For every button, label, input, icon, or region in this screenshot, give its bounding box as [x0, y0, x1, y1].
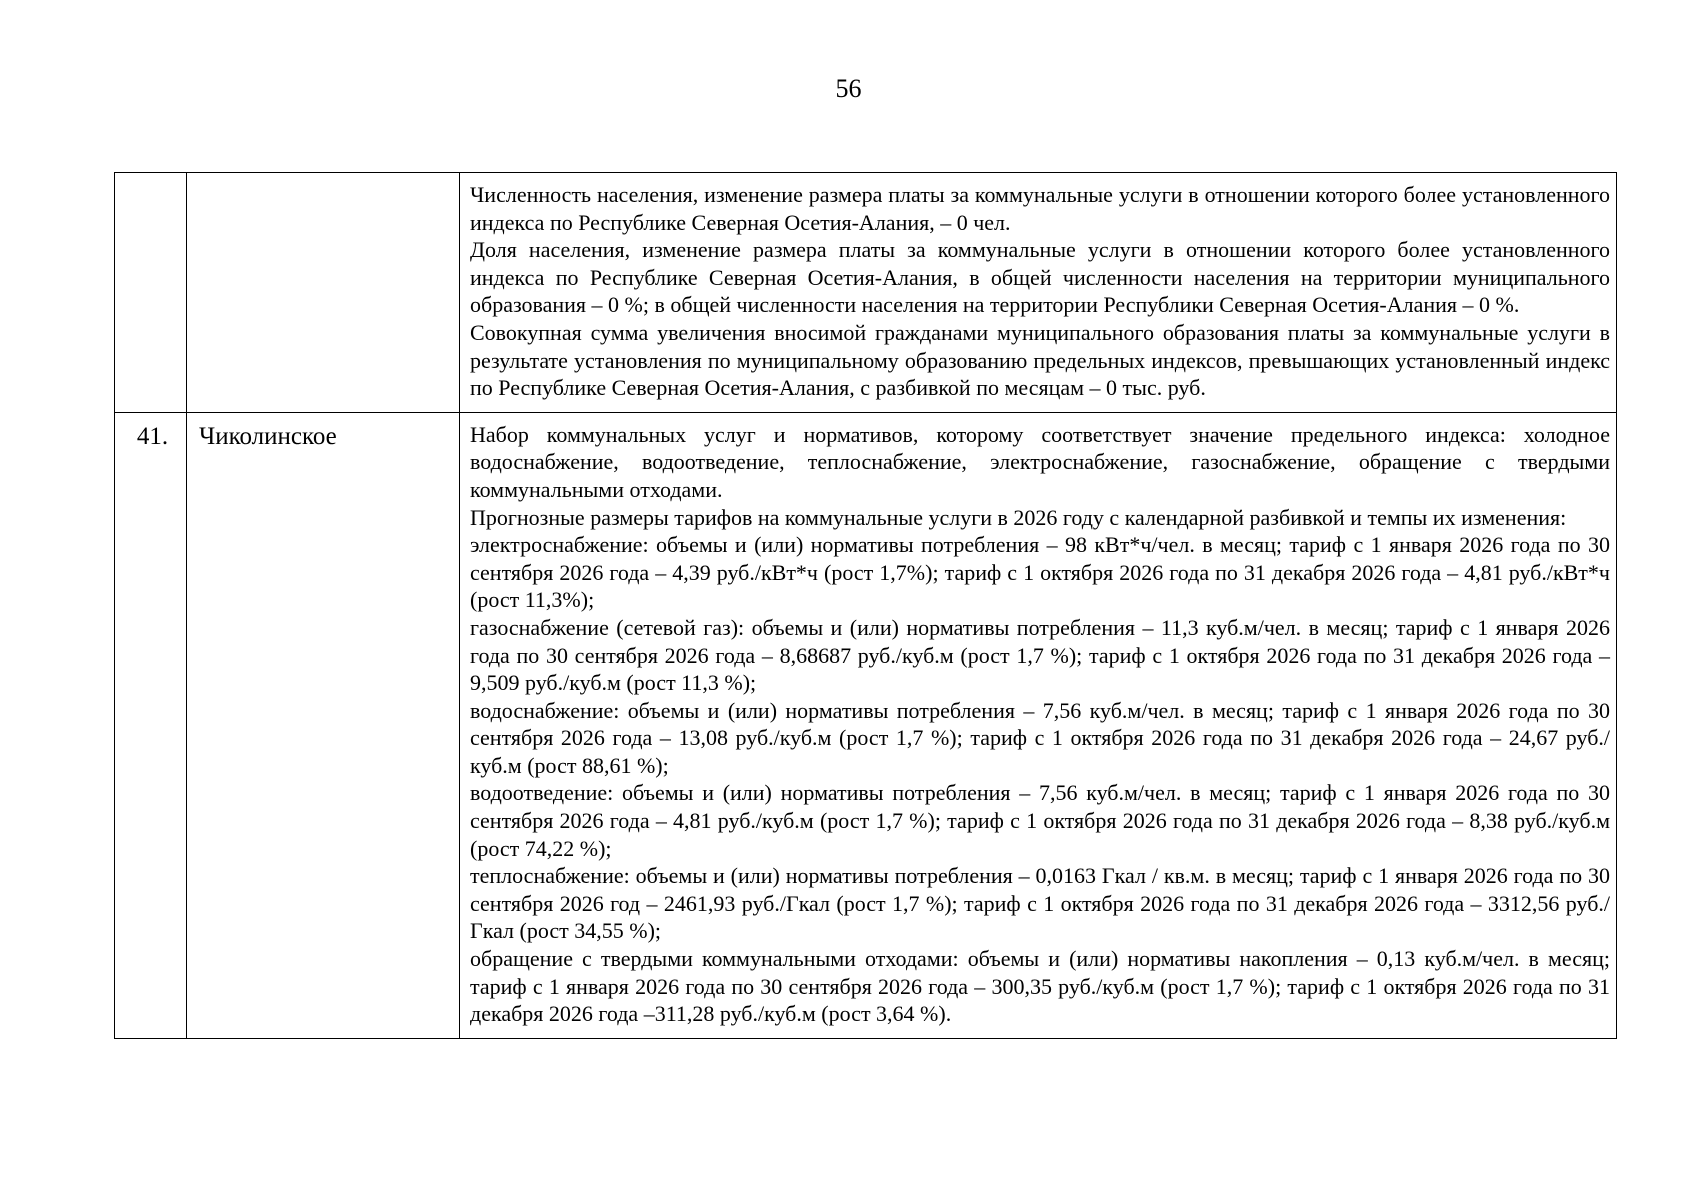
table-row [115, 173, 1617, 413]
description-paragraph: водоотведение: объемы и (или) нормативы потребления – 7,56 куб.м/чел. в месяц; тариф с 1 января 2026 года по 30 сентября 2026 года – 4,81 руб./куб.м (рост 1,7 %); тариф с 1 октября 2026 года по 31 декабря 2026 года – 8,38 руб./куб.м (рост 74,22 %); [470, 780, 1610, 861]
row-number-cell [115, 173, 187, 413]
tariff-table [114, 172, 1617, 1039]
description-paragraph: Набор коммунальных услуг и нормативов, которому соответствует значение предельного индекса: холодное водоснабжение, водоотведение, теплоснабжение, электроснабжение, газоснабжение, обращение с твердыми коммунальными отходами. [470, 421, 1610, 502]
description-paragraph: теплоснабжение: объемы и (или) нормативы потребления – 0,0163 Гкал / кв.м. в месяц; тариф с 1 января 2026 года по 30 сентября 2026 год – 2461,93 руб./Гкал (рост 1,7 %); тариф с 1 октября 2026 года по 31 декабря 2026 года – 3312,56 руб./Гкал (рост 34,55 %); [470, 863, 1610, 944]
description-paragraph: водоснабжение: объемы и (или) нормативы потребления – 7,56 куб.м/чел. в месяц; тариф с 1 января 2026 года по 30 сентября 2026 года – 13,08 руб./куб.м (рост 1,7 %); тариф с 1 октября 2026 года по 31 декабря 2026 года – 24,67 руб./куб.м (рост 88,61 %); [470, 697, 1610, 778]
description-paragraph: Доля населения, изменение размера платы за коммунальные услуги в отношении которого более установленного индекса по Республике Северная Осетия-Алания, в общей численности населения на территории муниципального образования – 0 %; в общей численности населения на территории Республики Северная Осетия-Алания – 0 %. [470, 237, 1610, 318]
page-number: 56 [835, 74, 862, 103]
description-paragraph: Численность населения, изменение размера платы за коммунальные услуги в отношении которого более установленного индекса по Республике Северная Осетия-Алания, – 0 чел. [470, 182, 1610, 235]
municipality-name-cell [187, 173, 460, 413]
row-number-cell: 41. [115, 412, 187, 1038]
description-paragraph: Совокупная сумма увеличения вносимой гражданами муниципального образования платы за коммунальные услуги в результате установления по муниципальному образованию предельных индексов, превышающих установленный индекс по Республике Северная Осетия-Алания, с разбивкой по месяцам – 0 тыс. руб. [470, 319, 1610, 401]
description-cell [460, 412, 1617, 1038]
description-paragraph: Прогнозные размеры тарифов на коммунальные услуги в 2026 году с календарной разбивкой и темпы их изменения: [470, 504, 1567, 530]
municipality-name-cell: Чиколинское [187, 412, 460, 1038]
description-cell [460, 173, 1617, 413]
table-row [115, 412, 1617, 1038]
description-paragraph: обращение с твердыми коммунальными отходами: объемы и (или) нормативы накопления – 0,13 куб.м/чел. в месяц; тариф с 1 января 2026 года по 30 сентября 2026 года – 300,35 руб./куб.м (рост 1,7 %); тариф с 1 октября 2026 года по 31 декабря 2026 года –311,28 руб./куб.м (рост 3,64 %). [470, 946, 1610, 1027]
description-paragraph: газоснабжение (сетевой газ): объемы и (или) нормативы потребления – 11,3 куб.м/чел. в месяц; тариф с 1 января 2026 года по 30 сентября 2026 года – 8,68687 руб./куб.м (рост 1,7 %); тариф с 1 октября 2026 года по 31 декабря 2026 года – 9,509 руб./куб.м (рост 11,3 %); [470, 614, 1610, 696]
description-paragraph: электроснабжение: объемы и (или) нормативы потребления – 98 кВт*ч/чел. в месяц; тариф с 1 января 2026 года по 30 сентября 2026 года – 4,39 руб./кВт*ч (рост 1,7%); тариф с 1 октября 2026 года по 31 декабря 2026 года – 4,81 руб./кВт*ч (рост 11,3%); [470, 532, 1610, 613]
